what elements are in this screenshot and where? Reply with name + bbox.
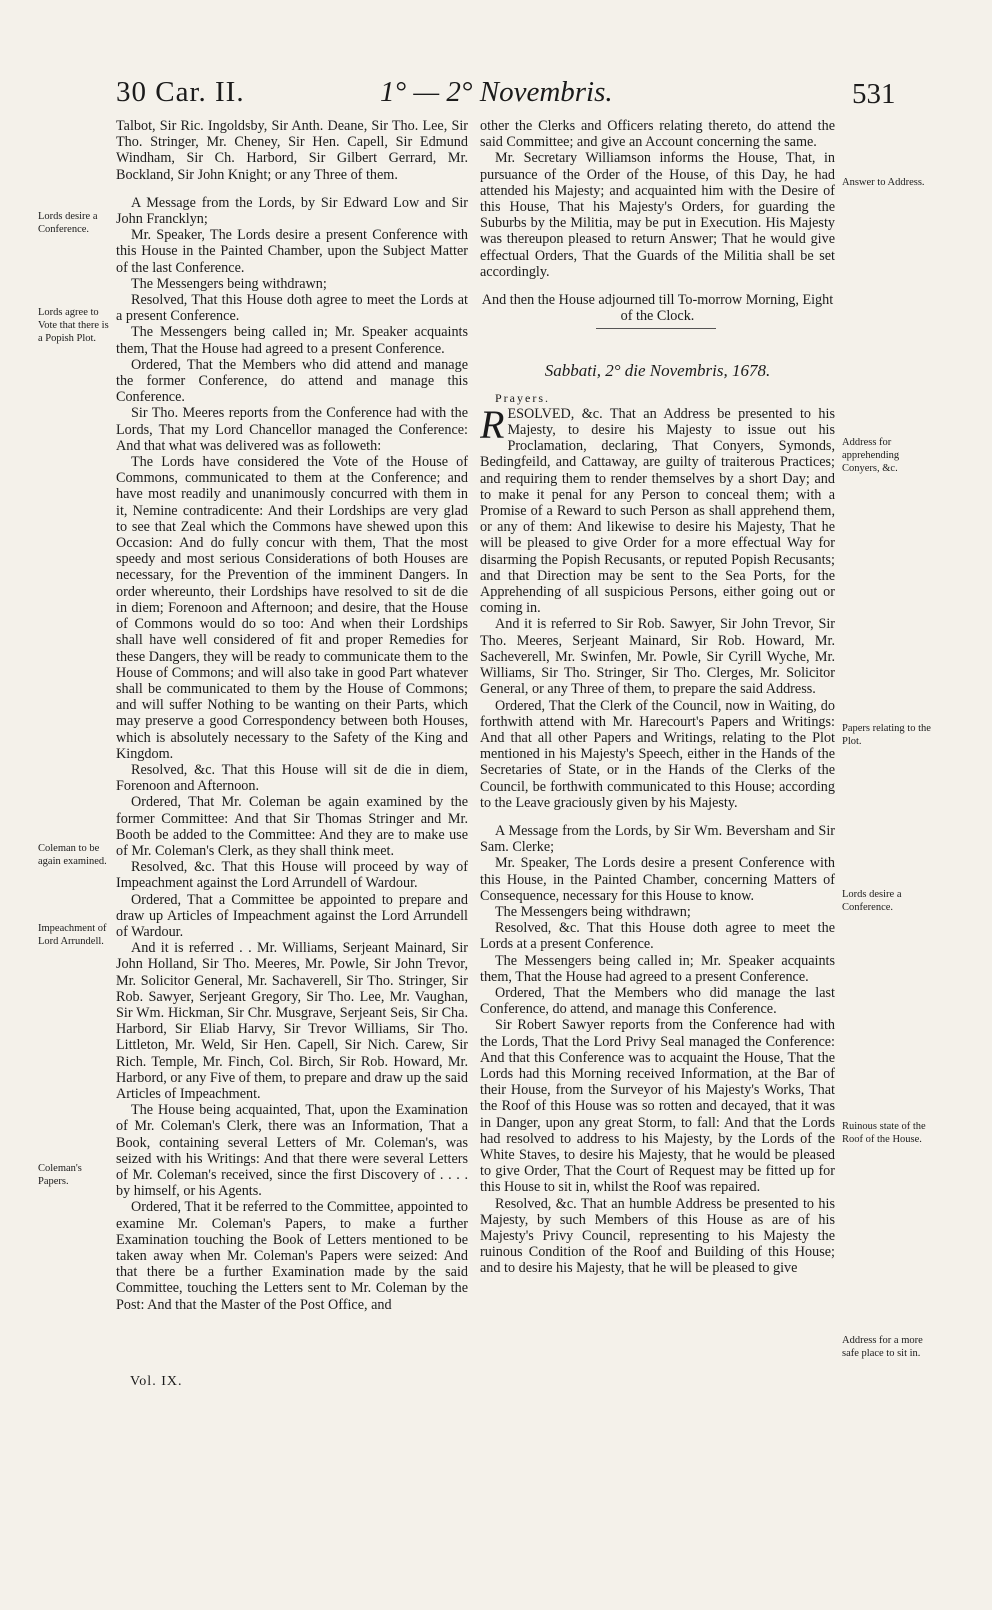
paragraph: The Messengers being withdrawn; xyxy=(131,275,327,292)
paragraph: Ordered, That the Members who did manage the last Conference, do attend, and manage this Conference. xyxy=(480,984,835,1018)
paragraph: And it is referred to Sir Rob. Sawyer, Sir John Trevor, Sir Tho. Meeres, Serjeant Mainard, Sir Rob. Howard, Mr. Sacheverell, Mr. Swinfen, Mr. Powle, Sir Cyrill Wyche, Mr. Williams, Sir Tho. Stringer, Sir Tho. Clerges, Mr. Solicitor General, or any Three of them, to prepare the said Address. xyxy=(480,616,835,698)
paragraph: other the Clerks and Officers relating thereto, do attend the said Committee; and give an Account concerning the same. xyxy=(480,118,835,151)
margin-note: Answer to Address. xyxy=(842,177,925,188)
paragraph: Mr. Secretary Williamson informs the House, That, in pursuance of the Order of the House, of this Day, he had attended his Majesty; and acquainted him with the Desire of this House, That his Majesty's Orders, for guarding the Suburbs by the Militia, may be put in Execution. His Majesty was thereupon pleased to return Answer; That he would give effectual Orders, That the Guards of the Militia shall be set accordingly. xyxy=(480,150,835,280)
paragraph: Sir Robert Sawyer reports from the Conference had with the Lords, That the Lord Privy Seal managed the Conference: And that this Conference was to acquaint the House, That the Lords had this Morning received Information, at the Bar of their House, from the Surveyor of his Majesty's Works, That the Roof of this House was so rotten and decayed, that it was in Danger, upon any great Storm, to fall: And that the Lords had resolved to address to his Majesty, by the Lords of the White Staves, to desire his Majesty, that he would be pleased to give Order, That the Court of Request may be fitted up for this House to sit in, whilst the Roof was repaired. xyxy=(480,1017,835,1196)
paragraph: Sir Tho. Meeres reports from the Conference had with the Lords, That my Lord Chancellor managed the Conference: And that what was delivered was as followeth: xyxy=(116,405,468,454)
paragraph: Resolved, &c. That this House doth agree to meet the Lords at a present Conference. xyxy=(480,920,835,953)
margin-note: Papers relating to the Plot. xyxy=(842,723,931,747)
paragraph: Mr. Speaker, The Lords desire a present Conference with this House in the Painted Chamber, upon the Subject Matter of the last Conference. xyxy=(116,227,468,276)
paragraph: A Message from the Lords, by Sir Edward Low and Sir John Francklyn; xyxy=(116,194,468,228)
margin-note: Coleman's Papers. xyxy=(38,1163,82,1187)
paragraph: And it is referred . . Mr. Williams, Serjeant Mainard, Sir John Holland, Sir Tho. Meeres, Mr. Powle, Sir John Trevor, Mr. Solicitor General, Mr. Sachaverell, Sir Tho. Stringer, Sir Rob. Sawyer, Serjeant Gregory, Sir Tho. Lee, Mr. Vaughan, Sir Wm. Hickman, Sir Chr. Musgrave, Serjeant Seis, Sir Cha. Harbord, Sir Eliab Harvy, Sir Trevor Williams, Sir Tho. Littleton, Mr. Weld, Sir Hen. Capell, Sir Nich. Carew, Sir Rich. Temple, Mr. Finch, Col. Birch, Sir Rob. Howard, Mr. Harbord, or any Five of them, to prepare and draw up the said Articles of Impeachment. xyxy=(116,940,468,1102)
paragraph: Ordered, That a Committee be appointed to prepare and draw up Articles of Impeachment against the Lord Arrundell of Wardour. xyxy=(116,891,468,940)
date-heading: 1° — 2° Novembris. xyxy=(380,76,613,108)
margin-note: Impeachment of Lord Arrundell. xyxy=(38,923,107,947)
paragraph: A Message from the Lords, by Sir Wm. Beversham and Sir Sam. Clerke; xyxy=(480,822,835,856)
margin-note: Coleman to be again examined. xyxy=(38,843,107,867)
regnal-year: 30 Car. II. xyxy=(116,76,245,108)
paragraph: The Messengers being called in; Mr. Speaker acquaints them, That the House had agreed to a present Conference. xyxy=(480,952,835,985)
paragraph: The Lords have considered the Vote of the House of Commons, communicated to them at the Conference; and have most readily and unanimously concurred with them in it, Nemine contradicente: And their Lordships are very glad to see that Zeal which the Commons have shewed upon this Occasion: And do fully concur with them, That the most speedy and most serious Considerations of both Houses are necessary, for the Prevention of the imminent Dangers. In order whereunto, their Lordships have resolved to sit de die in diem; Forenoon and Afternoon; and desire, that the House of Commons would do so too: And when their Lordships shall have well considered of fit and proper Remedies for these Dangers, they will be ready to communicate them to the House of Commons; and will also take in good Part whatever shall be communicated to them by the House of Commons; and will suffer Nothing to be wanting on their Parts, which may preserve a good Correspondency between both Houses, which is absolutely necessary to the Safety of the King and Kingdom. xyxy=(116,454,468,762)
margin-note: Lords desire a Conference. xyxy=(38,211,98,235)
paragraph: The Messengers being called in; Mr. Speaker acquaints them, That the House had agreed to a present Conference. xyxy=(116,324,468,357)
paragraph: Ordered, That Mr. Coleman be again examined by the former Committee: And that Sir Thomas Stringer and Mr. Booth be added to the Committee: And they are to make use of Mr. Coleman's Clerk, as they shall think meet. xyxy=(116,794,468,859)
divider xyxy=(596,328,716,329)
paragraph: The Messengers being withdrawn; xyxy=(495,903,691,920)
paragraph: Resolved, That this House doth agree to meet the Lords at a present Conference. xyxy=(116,292,468,325)
volume-signature: Vol. IX. xyxy=(130,1374,183,1389)
paragraph: Resolved, &c. That this House will proceed by way of Impeachment against the Lord Arrundell of Wardour. xyxy=(116,859,468,892)
right-column xyxy=(480,118,835,1608)
lead-text: ESOLVED, &c. That an Address be presented to his Majesty, to desire his Majesty to issue out his Proclamation, declaring, That Conyers, Symonds, Bedingfeild, and Cattaway, are guilty of traiterous Practices; and requiring them to render themselves by a short Day; and to make it penal for any Person to conceal them; with a Promise of a Reward to such Person as shall apprehend them, or any of them: And likewise to desire his Majesty, That he will be pleased to give Order for a more effectual Way for disarming the Popish Recusants, or reputed Popish Recusants; and that Direction may be sent to the Sea Ports, for the Apprehending of all suspicious Persons, either going out or coming in. xyxy=(480,405,835,617)
paragraph: Ordered, That the Members who did attend and manage the former Conference, do attend and manage this Conference. xyxy=(116,356,468,406)
adjournment: And then the House adjourned till To-morrow Morning, Eight of the Clock. xyxy=(481,292,834,325)
paragraph: Ordered, That the Clerk of the Council, now in Waiting, do forthwith attend with Mr. Harecourt's Papers and Writings: And that all other Papers and Writings, relating to the Plot mentioned in his Majesty's Speech, either in the Hands of the Secretaries of State, or in the Hands of the Clerks of the Council, be forthwith communicated to this House; according to the Leave graciously given by his Majesty. xyxy=(480,697,835,811)
margin-note: Lords agree to Vote that there is a Popish Plot. xyxy=(38,307,109,344)
page-header xyxy=(0,76,992,116)
paragraph: Talbot, Sir Ric. Ingoldsby, Sir Anth. Deane, Sir Tho. Lee, Sir Tho. Stringer, Mr. Cheney, Sir Hen. Capell, Sir Edmund Windham, Sir Ch. Harbord, Sir Gilbert Gerrard, Mr. Bockland, Sir John Knight; or any Three of them. xyxy=(116,118,468,183)
paragraph: Ordered, That it be referred to the Committee, appointed to examine Mr. Coleman's Papers, to make a further Examination touching the Book of Letters mentioned to be taken away when Mr. Coleman's Papers were seized: And that there be a further Examination made by the said Committee, touching the Letters sent to Mr. Coleman by the Post: And that the Master of the Post Office, and xyxy=(116,1199,468,1313)
paragraph: Mr. Speaker, The Lords desire a present Conference with this House, in the Painted Chamber, concerning Matters of Consequence, necessary for this House to know. xyxy=(480,855,835,904)
drop-cap: R xyxy=(480,401,505,447)
margin-note: Lords desire a Conference. xyxy=(842,889,902,913)
paragraph: Resolved, &c. That an humble Address be presented to his Majesty, by such Members of this House as are of his Majesty's Privy Council, representing to his Majesty the ruinous Condition of the Roof and Building of this House; and to desire his Majesty, that he will be pleased to give xyxy=(480,1195,835,1277)
margin-note: Address for a more safe place to sit in. xyxy=(842,1335,923,1359)
page-number: 531 xyxy=(852,78,896,110)
lead-paragraph xyxy=(480,401,835,617)
margin-note: Address for apprehending Conyers, &c. xyxy=(842,437,900,474)
margin-note: Ruinous state of the Roof of the House. xyxy=(842,1121,926,1145)
prayers-heading: Prayers. xyxy=(495,390,550,405)
paragraph: Resolved, &c. That this House will sit de die in diem, Forenoon and Afternoon. xyxy=(116,761,468,795)
paragraph: The House being acquainted, That, upon the Examination of Mr. Coleman's Clerk, there was an Information, That a Book, containing several Letters of Mr. Coleman's, was seized with his Writings: And that there were several Letters of Mr. Coleman's received, since the first Discovery of . . . . by himself, or his Agents. xyxy=(116,1102,468,1200)
day-title: Sabbati, 2° die Novembris, 1678. xyxy=(544,361,771,381)
